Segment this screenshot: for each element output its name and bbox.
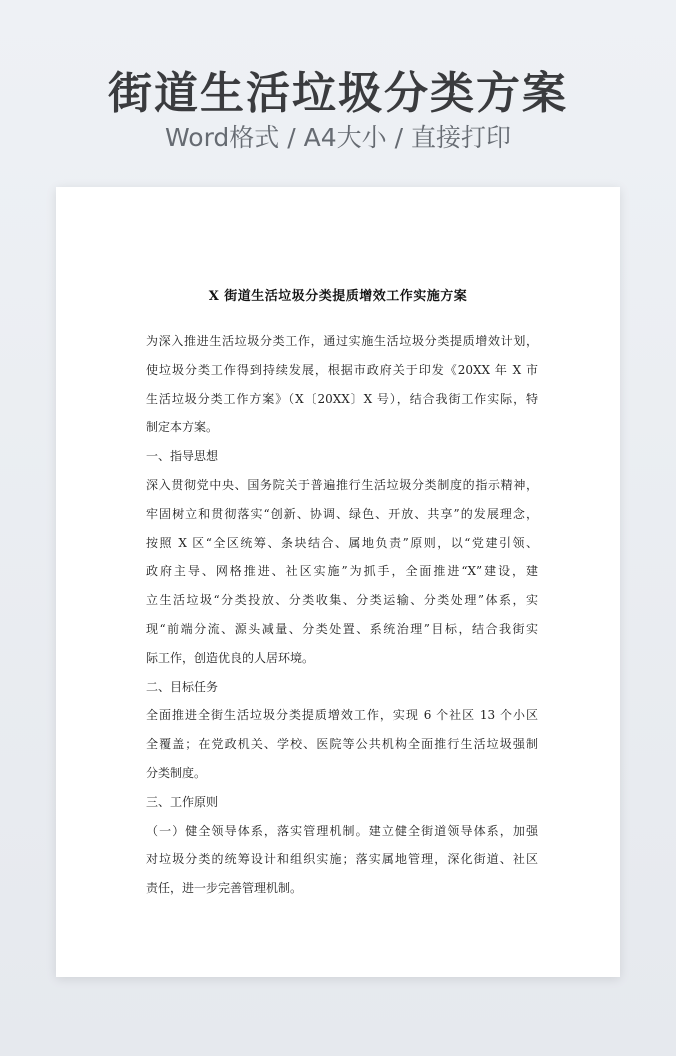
text-line: 二、目标任务 xyxy=(146,679,219,694)
text-line: 深入贯彻党中央、国务院关于普遍推行生活垃圾分类制度的指示精神， xyxy=(146,477,538,492)
text-line: 立生活垃圾“分类投放、分类收集、分类运输、分类处理”体系，实 xyxy=(146,593,538,608)
text-line: 际工作，创造优良的人居环境。 xyxy=(146,650,315,665)
text-line: 一、指导思想 xyxy=(146,449,219,464)
text-line: 现“前端分流、源头减量、分类处置、系统治理”目标，结合我街实 xyxy=(146,621,538,636)
text-line: 为深入推进生活垃圾分类工作，通过实施生活垃圾分类提质增效计划， xyxy=(146,334,538,348)
text-line: 对垃圾分类的统筹设计和组织实施；落实属地管理，深化街道、社区 xyxy=(146,852,538,867)
paragraph-guiding xyxy=(146,471,538,673)
section-heading xyxy=(146,788,538,817)
page-subtitle: Word格式 / A4大小 / 直接打印 xyxy=(165,123,511,152)
paragraph-intro xyxy=(146,327,538,442)
text-line: （一）健全领导体系，落实管理机制。建立健全街道领导体系，加强 xyxy=(146,823,538,838)
page-title: 街道生活垃圾分类方案 xyxy=(108,68,568,119)
text-line: 制定本方案。 xyxy=(146,420,219,435)
text-line: 生活垃圾分类工作方案》（X〔20XX〕X 号），结合我街工作实际，特 xyxy=(146,391,538,406)
paragraph-principles xyxy=(146,817,538,903)
section-heading xyxy=(146,673,538,702)
document-page xyxy=(56,187,620,977)
document-body xyxy=(146,327,538,903)
text-line: 政府主导、网格推进、社区实施”为抓手，全面推进“X”建设，建 xyxy=(146,564,538,579)
text-line: 牢固树立和贯彻落实“创新、协调、绿色、开放、共享”的发展理念， xyxy=(146,506,538,521)
text-line: 使垃圾分类工作得到持续发展，根据市政府关于印发《20XX 年 X 市 xyxy=(146,362,538,377)
text-line: 按照 X 区“全区统筹、条块结合、属地负责”原则，以“党建引领、 xyxy=(146,535,538,550)
section-heading xyxy=(146,442,538,471)
text-line: 全面推进全街生活垃圾分类提质增效工作，实现 6 个社区 13 个小区 xyxy=(146,708,538,723)
text-line: 分类制度。 xyxy=(146,765,207,780)
text-line: 责任，进一步完善管理机制。 xyxy=(146,881,303,896)
text-line: 三、工作原则 xyxy=(146,794,219,809)
text-line: 全覆盖；在党政机关、学校、医院等公共机构全面推行生活垃圾强制 xyxy=(146,737,538,752)
paragraph-goals xyxy=(146,701,538,787)
document-title: X 街道生活垃圾分类提质增效工作实施方案 xyxy=(208,289,468,304)
